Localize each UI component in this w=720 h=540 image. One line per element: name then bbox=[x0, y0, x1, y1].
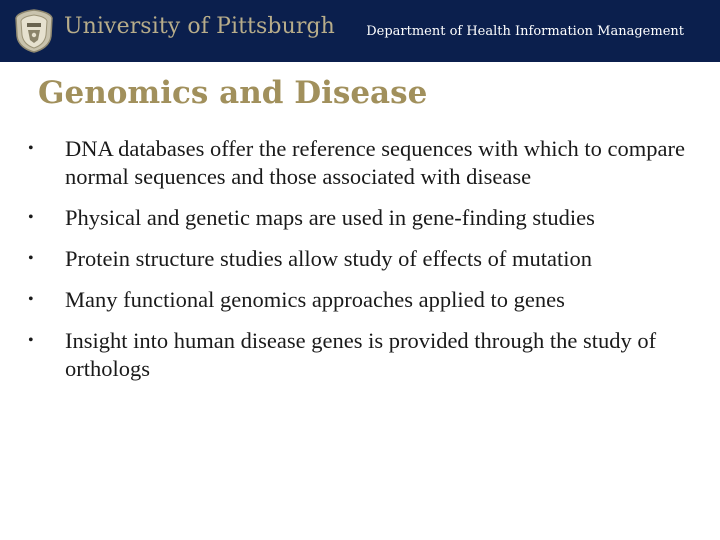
header-bar bbox=[0, 0, 720, 62]
bullet-dot: • bbox=[28, 140, 34, 157]
bullet-item bbox=[28, 245, 698, 273]
bullet-item bbox=[28, 286, 698, 314]
department-name: Department of Health Information Management bbox=[366, 24, 684, 39]
bullet-text: Insight into human disease genes is provided through the study of orthologs bbox=[65, 328, 657, 381]
bullet-item bbox=[28, 204, 698, 232]
bullet-dot: • bbox=[28, 250, 34, 267]
university-seal-icon bbox=[13, 8, 55, 54]
bullet-item bbox=[28, 327, 698, 383]
slide-title: Genomics and Disease bbox=[38, 75, 428, 111]
bullet-text: DNA databases offer the reference sequences with which to compare normal sequences and those associated with disease bbox=[65, 136, 685, 189]
bullet-item bbox=[28, 135, 698, 191]
university-name: University of Pittsburgh bbox=[64, 14, 335, 39]
bullet-text: Physical and genetic maps are used in gene-finding studies bbox=[65, 205, 595, 230]
bullet-dot: • bbox=[28, 332, 34, 349]
bullet-dot: • bbox=[28, 291, 34, 308]
bullet-text: Many functional genomics approaches applied to genes bbox=[65, 287, 565, 312]
bullet-dot: • bbox=[28, 209, 34, 226]
bullet-list bbox=[28, 135, 698, 396]
bullet-text: Protein structure studies allow study of effects of mutation bbox=[65, 246, 592, 271]
